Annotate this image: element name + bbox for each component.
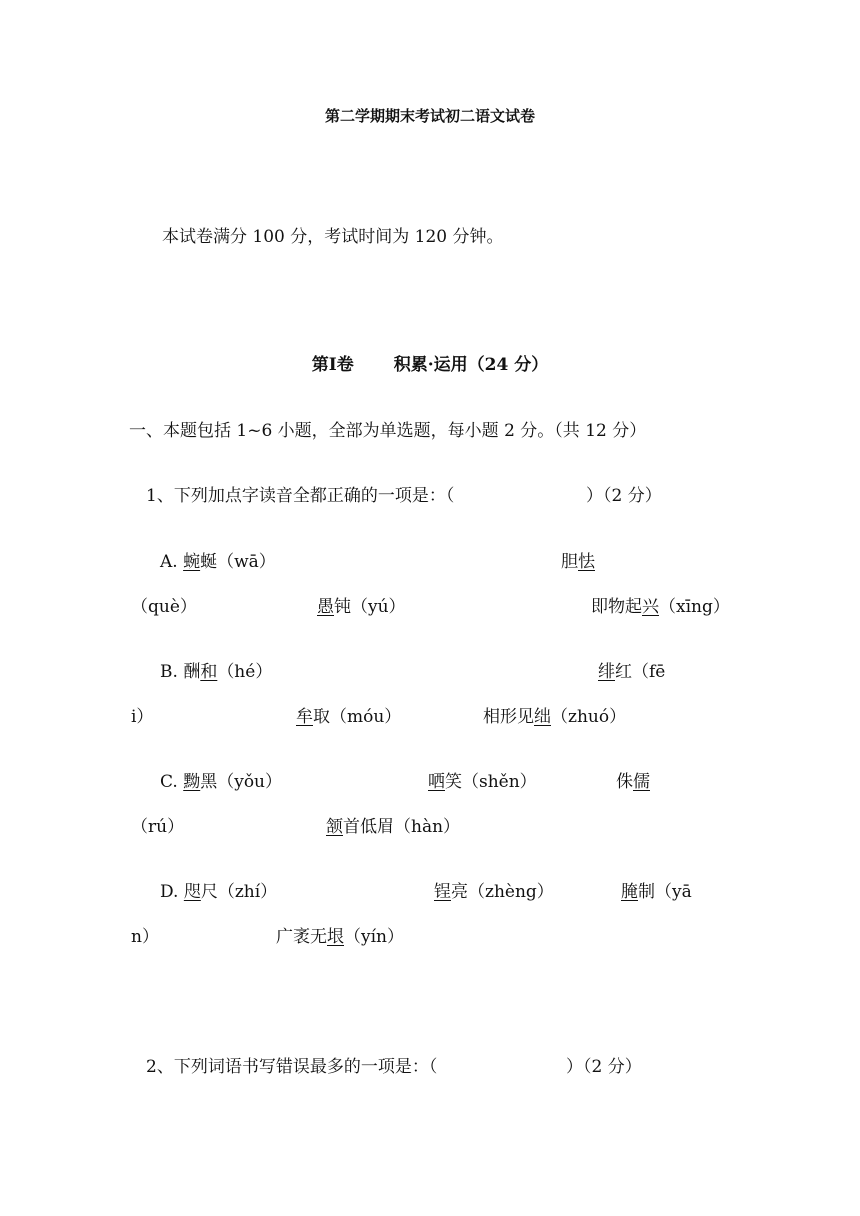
- word-text: 酬: [183, 662, 201, 682]
- q1-option-a-pinyin-cont: （què）: [131, 597, 197, 617]
- word-pinyin: 尺（zhí）: [200, 882, 278, 902]
- dotted-char: 绌: [534, 707, 551, 727]
- word-pinyin: 首低眉（hàn）: [343, 817, 461, 837]
- option-label: B.: [160, 662, 178, 682]
- word-pinyin: （yín）: [344, 927, 404, 947]
- option-label: A.: [160, 552, 178, 572]
- word-text: 侏: [616, 772, 633, 792]
- dotted-char: 愚: [317, 597, 334, 617]
- q1-stem-close: ）（2 分）: [586, 486, 662, 506]
- dotted-char: 怯: [578, 552, 595, 572]
- word-pinyin: 制（yā: [638, 882, 692, 902]
- word-text: 相形见: [483, 707, 534, 727]
- q1-option-d-word4: [276, 926, 404, 948]
- dotted-char: 绯: [598, 662, 615, 682]
- word-pinyin: （zhuó）: [551, 707, 627, 727]
- exam-intro: 本试卷满分 100 分，考试时间为 120 分钟。: [162, 227, 504, 247]
- dotted-char: 和: [200, 662, 218, 682]
- word-pinyin: （hé）: [217, 662, 273, 682]
- q1-option-b-word4: [483, 706, 626, 728]
- q1-option-c-line1: [160, 771, 282, 793]
- word-text: 即物起: [591, 597, 642, 617]
- part-one-instruction: 一、本题包括 1~6 小题，全部为单选题，每小题 2 分。（共 12 分）: [129, 421, 647, 441]
- word-pinyin: 蜒（wā）: [200, 552, 276, 572]
- word-pinyin: 取（móu）: [313, 707, 402, 727]
- option-label: D.: [160, 882, 179, 902]
- q1-option-a-word2: [561, 551, 595, 573]
- q2-stem-close: ）（2 分）: [566, 1057, 642, 1077]
- word-pinyin: （xīng）: [659, 597, 730, 617]
- dotted-char: 颔: [326, 817, 343, 837]
- q1-option-c-word2: [428, 771, 537, 793]
- q1-option-c-word4: [326, 816, 460, 838]
- exam-title: 第二学期期末考试初二语文试卷: [324, 107, 535, 125]
- q1-option-c-pinyin-cont: （rú）: [131, 817, 185, 837]
- q1-option-b-word3: [296, 706, 401, 728]
- word-text: 胆: [561, 552, 578, 572]
- dotted-char: 儒: [633, 772, 650, 792]
- dotted-char: 蜿: [183, 552, 201, 572]
- q1-option-b-word2: [598, 661, 665, 683]
- section-name: 积累·运用（24 分）: [393, 355, 549, 375]
- q1-option-a-word3: [317, 596, 406, 618]
- word-pinyin: 黑（yǒu）: [200, 772, 283, 792]
- dotted-char: 兴: [642, 597, 659, 617]
- q1-option-d-word3: [621, 881, 692, 903]
- q1-option-c-word3: [616, 771, 650, 793]
- word-pinyin: 笑（shěn）: [445, 772, 537, 792]
- q1-option-a-line1: [160, 551, 276, 573]
- dotted-char: 牟: [296, 707, 313, 727]
- q1-option-d-line1: [160, 881, 277, 903]
- q1-option-a-word4: [591, 596, 730, 618]
- q1-option-b-line1: [160, 661, 272, 683]
- dotted-char: 咫: [183, 882, 201, 902]
- q1-option-d-word2: [434, 881, 554, 903]
- word-pinyin: 亮（zhèng）: [451, 882, 554, 902]
- q1-stem: 1、下列加点字读音全都正确的一项是：（: [146, 486, 455, 506]
- word-text: 广袤无: [276, 927, 327, 947]
- dotted-char: 哂: [428, 772, 445, 792]
- option-label: C.: [160, 772, 178, 792]
- dotted-char: 垠: [327, 927, 344, 947]
- dotted-char: 锃: [434, 882, 451, 902]
- dotted-char: 黝: [183, 772, 201, 792]
- q2-stem: 2、下列词语书写错误最多的一项是：（: [146, 1057, 438, 1077]
- q1-option-b-pinyin-cont: i）: [131, 707, 154, 727]
- section-heading: [0, 354, 860, 376]
- dotted-char: 腌: [621, 882, 638, 902]
- q1-option-d-pinyin-cont: n）: [131, 927, 159, 947]
- section-part: 第Ⅰ卷: [311, 355, 354, 375]
- word-pinyin: 红（fē: [615, 662, 666, 682]
- word-pinyin: 钝（yú）: [334, 597, 406, 617]
